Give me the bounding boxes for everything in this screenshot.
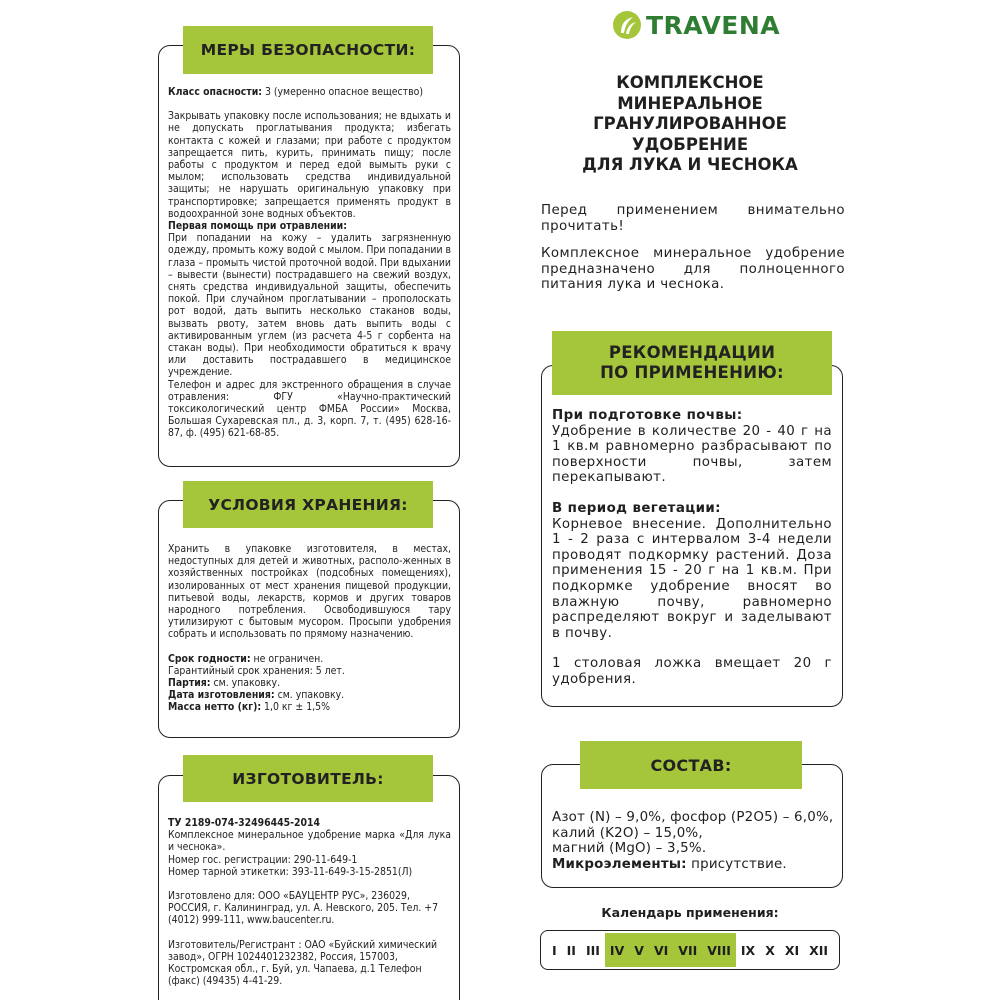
active-months [605, 933, 736, 967]
safety-text [168, 86, 451, 440]
production-date-value: см. упаковку. [274, 689, 345, 702]
month-3: III [585, 942, 600, 958]
safety-rules: Закрывать упаковку после использования; не вдыхать и не допускать проглатывания продукта; избегать контакта с кожей и глазами; при работе с продуктом запрещается пить, курить, принимать пищу; после работы с продуктом и перед едой вымыть руки с мылом; использовать средства индивидуальной защиты; не нарушать оригинальную упаковку при транспортировке; запрещается применять продукт в водоохранной зоне водных объектов. [168, 110, 451, 220]
registration-number: Номер гос. регистрации: 290-11-649-1 [168, 853, 358, 866]
producer-text: Изготовитель/Регистрант : ОАО «Буйский химический завод», ОГРН 1024401232382, Россия, 157003, Костромская обл., г. Буй, ул. Чапаева, д.1 Телефон (факс) (49435) 4-41-29. [168, 938, 438, 988]
leaf-logo-icon [612, 10, 642, 40]
month-12: XII [809, 942, 829, 958]
micro-value: присутствие. [686, 856, 787, 872]
recommendations-header-line: РЕКОМЕНДАЦИИ [608, 343, 776, 362]
storage-header: УСЛОВИЯ ХРАНЕНИЯ: [183, 481, 433, 528]
recommendations-header [552, 331, 832, 395]
product-title-line: ДЛЯ ЛУКА И ЧЕСНОКА [582, 155, 798, 174]
composition-header: СОСТАВ: [580, 741, 802, 789]
brand-logo [612, 10, 780, 40]
month-5: V [629, 933, 649, 967]
first-aid-label: Первая помощь при отравлении: [168, 220, 347, 233]
product-title-line: ГРАНУЛИРОВАННОЕ [593, 114, 787, 133]
composition-line: магний (MgO) – 3,5%. [552, 841, 707, 857]
brand-name: TRAVENA [646, 10, 781, 40]
emergency-phone-text: Телефон и адрес для экстренного обращения в случае отравления: ФГУ «Научно-практический токсикологический центр ФМБА России» Москва, Большая Сухаревская пл., д. 3, корп. 7, т. (495) 628-16-87, ф. (495) 621-68-85. [168, 378, 451, 440]
soil-prep-text: Удобрение в количестве 20 - 40 г на 1 кв.м равномерно разбрасывают по поверхности почвы, затем перекапывают. [552, 423, 832, 486]
shelf-life-label: Срок годности: [168, 652, 251, 665]
manufacturer-header: ИЗГОТОВИТЕЛЬ: [183, 755, 433, 802]
month-7: VII [673, 933, 702, 967]
composition-text [552, 810, 837, 872]
vegetation-text: Корневое внесение. Дополнительно 1 - 2 раза с интервалом 3-4 недели проводят подкормку растений. Доза применения 15 - 20 г на 1 кв.м. При подкормке удобрение вносят во влажную почву, равномерно распределяют вокруг и заделывают в почву. [552, 516, 832, 641]
recommendations-text [552, 408, 832, 688]
month-2: II [566, 942, 576, 958]
month-6: VI [649, 933, 673, 967]
net-mass-label: Масса нетто (кг): [168, 701, 262, 714]
first-aid-text: При попадании на кожу – удалить загрязненную одежду, промыть кожу водой с мылом. При попадании в глаза – промыть чистой проточной водой. При вдыхании – вывести (вынести) пострадавшего на свежий воздух, снять средства индивидуальной защиты, обеспечить покой. При случайном проглатывании – прополоскать рот водой, дать выпить несколько стаканов воды, вызвать рвоту, затем вновь дать выпить воды с активированным углем (из расчета 4-5 г сорбента на стакан воды). При необходимости обратиться к врачу или доставить пострадавшего в медицинское учреждение. [168, 232, 451, 379]
shelf-life-value: не ограничен. [250, 652, 324, 665]
product-title [560, 73, 820, 176]
batch-label: Партия: [168, 677, 211, 690]
tu-number: ТУ 2189-074-32496445-2014 [168, 817, 321, 829]
calendar-title: Календарь применения: [601, 905, 779, 920]
product-brand-line: Комплексное минеральное удобрение марка «Для лука и чеснока». [168, 829, 451, 854]
label-number: Номер тарной этикетки: 393-11-649-3-15-2851(Л) [168, 865, 413, 878]
hazard-class-value: 3 (умеренно опасное вещество) [262, 86, 424, 98]
product-purpose: Комплексное минеральное удобрение предназначено для полноценного питания лука и чеснока. [541, 246, 845, 293]
soil-prep-label: При подготовке почвы: [552, 408, 743, 423]
product-title-line: КОМПЛЕКСНОЕ [616, 73, 764, 92]
month-4: IV [605, 933, 629, 967]
application-calendar [540, 930, 840, 970]
batch-value: см. упаковку. [210, 677, 281, 690]
net-mass-value: 1,0 кг ± 1,5% [261, 701, 330, 714]
manufacturer-text [168, 817, 451, 987]
read-before-use: Перед применением внимательно прочитать! [541, 203, 845, 234]
made-for-text: Изготовлено для: ООО «БАУЦЕНТР РУС», 236029, РОССИЯ, г. Калининград, ул. А. Невского, 205. Тел. +7 (4012) 999-111, www.baucenter.ru. [168, 890, 439, 927]
month-1: I [552, 942, 557, 958]
month-9: IX [740, 942, 756, 958]
vegetation-label: В период вегетации: [552, 500, 721, 516]
hazard-class-label: Класс опасности: [168, 86, 262, 98]
warranty-text: Гарантийный срок хранения: 5 лет. [168, 664, 345, 677]
storage-text [168, 543, 451, 714]
product-title-line: УДОБРЕНИЕ [631, 134, 749, 154]
month-10: X [765, 942, 775, 958]
safety-header: МЕРЫ БЕЗОПАСНОСТИ: [183, 26, 433, 74]
composition-line: калий (K2O) – 15,0%, [552, 825, 703, 841]
intro-text [541, 203, 845, 293]
spoon-measure: 1 столовая ложка вмещает 20 г удобрения. [552, 656, 832, 687]
storage-conditions: Хранить в упаковке изготовителя, в местах, недоступных для детей и животных, располо-женных в хозяйственных постройках (подсобных помещениях), изолированных от мест хранения пищевой продукции, питьевой воды, лекарств, кормов и других товаров народного потребления. Освободившуюся тару утилизируют с бытовым мусором. Просыпи удобрения собрать и использовать по прямому назначению. [168, 543, 451, 641]
month-8: VIII [702, 933, 736, 967]
recommendations-header-line: ПО ПРИМЕНЕНИЮ: [600, 363, 784, 382]
production-date-label: Дата изготовления: [168, 689, 275, 702]
composition-line: Азот (N) – 9,0%, фосфор (P2O5) – 6,0%, [552, 810, 834, 825]
product-title-line: МИНЕРАЛЬНОЕ [617, 93, 763, 113]
month-11: XI [784, 942, 800, 958]
micro-label: Микроэлементы: [552, 856, 687, 872]
